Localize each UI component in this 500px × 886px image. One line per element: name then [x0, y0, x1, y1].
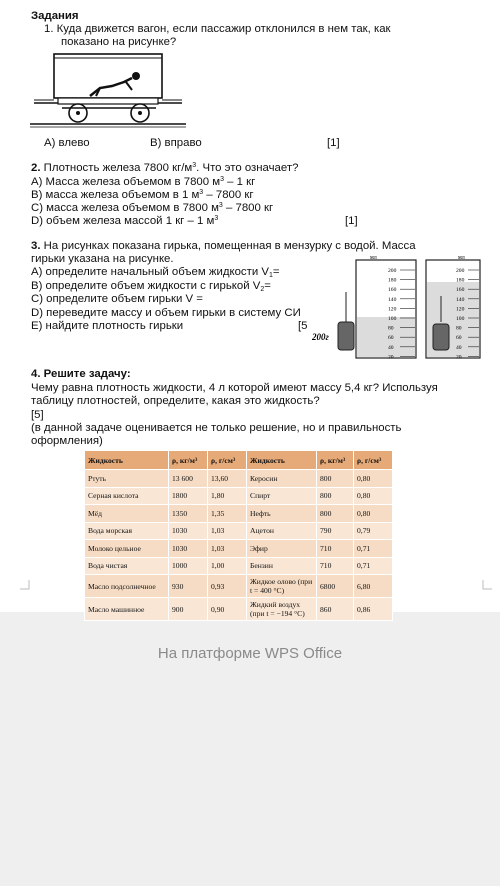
- table-cell: 1030: [169, 522, 208, 540]
- q2-option-c: C) масса железа объемом в 7800 $м^3 - 7800$ кг: [31, 202, 274, 214]
- table-cell: 0,79: [354, 522, 393, 540]
- table-cell: 930: [169, 575, 208, 598]
- table-cell: 6,80: [354, 575, 393, 598]
- table-cell: 0,71: [354, 540, 393, 558]
- q3-option-a: A) определите начальный объем жидкости $V_1=$: [31, 266, 280, 279]
- scale-tick-label: 100: [456, 316, 465, 322]
- q1-line1: 1. Куда движется вагон, если пассажир отклонился в нем так, как: [44, 23, 391, 35]
- q1-points: [1]: [327, 137, 340, 149]
- page-corner-mark: [482, 580, 492, 590]
- table-cell: 6800: [317, 575, 354, 598]
- table-row: [85, 505, 393, 523]
- table-cell: Мёд: [85, 505, 169, 523]
- q4-line2: таблицу плотностей, определите, какая это жидкость?: [31, 395, 320, 407]
- table-cell: 0,93: [208, 575, 247, 598]
- table-cell: 1350: [169, 505, 208, 523]
- table-cell: Спирт: [247, 487, 317, 505]
- table-cell: 0,80: [354, 505, 393, 523]
- table-header: ρ, г/см³: [354, 451, 393, 470]
- table-cell: Молоко цельное: [85, 540, 169, 558]
- q1-line2: показано на рисунке?: [61, 36, 177, 48]
- table-header: Жидкость: [247, 451, 317, 470]
- q3-option-b: B) определите объем жидкости с гирькой $V_2=$: [31, 280, 271, 293]
- table-cell: Ртуть: [85, 470, 169, 488]
- table-cell: Нефть: [247, 505, 317, 523]
- table-cell: 1,35: [208, 505, 247, 523]
- table-cell: 1,03: [208, 540, 247, 558]
- table-header: ρ, кг/м³: [317, 451, 354, 470]
- q4-points: [5]: [31, 409, 44, 421]
- unit-label-left: мл: [370, 255, 377, 261]
- table-cell: 860: [317, 598, 354, 621]
- scale-tick-label: 160: [388, 287, 397, 294]
- table-cell: Масло подсолнечное: [85, 575, 169, 598]
- table-cell: 1000: [169, 557, 208, 575]
- table-cell: Ацетон: [247, 522, 317, 540]
- table-cell: 13,60: [208, 470, 247, 488]
- table-cell: 13 600: [169, 470, 208, 488]
- table-cell: 1800: [169, 487, 208, 505]
- table-cell: 800: [317, 505, 354, 523]
- q3-option-e: E) найдите плотность гирьки: [31, 320, 184, 332]
- table-cell: 710: [317, 540, 354, 558]
- table-header-row: [85, 451, 393, 470]
- scale-tick-label: 40: [456, 344, 462, 351]
- q3-points: [5: [298, 320, 308, 332]
- wps-footer-text: На платформе WPS Office: [157, 645, 343, 662]
- q1-option-b: B) вправо: [150, 137, 202, 149]
- table-cell: 1,80: [208, 487, 247, 505]
- q4-note1: (в данной задаче оценивается не только решение, но и правильность: [31, 422, 402, 434]
- table-cell: 1,00: [208, 557, 247, 575]
- table-cell: 0,80: [354, 487, 393, 505]
- table-cell: Жидкое олово (при t = 400 °C): [247, 575, 317, 598]
- density-table: [84, 450, 393, 621]
- scale-tick-label: 120: [388, 306, 397, 313]
- scale-tick-label: 100: [388, 316, 397, 322]
- q2-points: [1]: [345, 215, 358, 227]
- table-cell: Масло машинное: [85, 598, 169, 621]
- scale-tick-label: 200: [388, 268, 397, 274]
- weight-label: 200г: [312, 332, 329, 342]
- table-cell: 0,71: [354, 557, 393, 575]
- q3-option-d: D) переведите массу и объем гирьки в систему СИ: [31, 307, 301, 319]
- scale-tick-label: 140: [388, 296, 397, 303]
- scale-tick-label: 20: [456, 354, 462, 360]
- scale-tick-label: 180: [456, 277, 465, 284]
- scale-tick-label: 40: [388, 344, 394, 351]
- section-title: Задания: [31, 10, 79, 22]
- table-cell: 800: [317, 487, 354, 505]
- table-cell: 1030: [169, 540, 208, 558]
- scale-tick-label: 140: [456, 296, 465, 303]
- table-cell: 900: [169, 598, 208, 621]
- scale-tick-label: 60: [456, 335, 462, 342]
- table-cell: 1,03: [208, 522, 247, 540]
- q2-option-b: B) масса железа объемом в 1 $м^3 - 7800$ кг: [31, 189, 254, 201]
- table-cell: Керосин: [247, 470, 317, 488]
- table-cell: Жидкий воздух (при t = −194 °C): [247, 598, 317, 621]
- table-row: [85, 487, 393, 505]
- table-row: [85, 470, 393, 488]
- table-cell: 800: [317, 470, 354, 488]
- table-cell: 0,80: [354, 470, 393, 488]
- scale-tick-label: 20: [388, 354, 394, 360]
- q2-option-d: D) объем железа массой 1 кг – 1 $м^3$: [31, 215, 219, 227]
- table-row: [85, 557, 393, 575]
- table-cell: 0,86: [354, 598, 393, 621]
- unit-label-right: мл: [458, 255, 465, 261]
- page-corner-mark: [20, 580, 30, 590]
- q4-line1: Чему равна плотность жидкости, 4 л которой имеют массу 5,4 кг? Используя: [31, 382, 438, 394]
- q2-option-a: A) Масса железа объемом в 7800 $м^3 - 1$ кг: [31, 176, 256, 188]
- scale-tick-label: 120: [456, 306, 465, 313]
- wagon-illustration: [28, 50, 188, 132]
- table-row: [85, 598, 393, 621]
- table-cell: 0,90: [208, 598, 247, 621]
- table-row: [85, 540, 393, 558]
- table-header: ρ, г/см³: [208, 451, 247, 470]
- table-cell: 710: [317, 557, 354, 575]
- q4-note2: оформления): [31, 435, 103, 447]
- table-header: ρ, кг/м³: [169, 451, 208, 470]
- scale-tick-label: 80: [456, 325, 462, 332]
- scale-tick-label: 160: [456, 287, 465, 294]
- scale-tick-label: 180: [388, 277, 397, 284]
- q1-option-a: A) влево: [44, 137, 90, 149]
- table-cell: Вода чистая: [85, 557, 169, 575]
- table-cell: Серная кислота: [85, 487, 169, 505]
- table-cell: Эфир: [247, 540, 317, 558]
- scale-tick-label: 60: [388, 335, 394, 342]
- q3-option-c: C) определите объем гирьки V =: [31, 293, 203, 305]
- table-header: Жидкость: [85, 451, 169, 470]
- table-cell: Бензин: [247, 557, 317, 575]
- beaker-illustration: [308, 252, 482, 360]
- q4-title: 4. Решите задачу:: [31, 368, 131, 380]
- q2-question: 2. Плотность железа 7800 $кг/м^3$. Что это означает?: [31, 162, 299, 174]
- table-cell: 790: [317, 522, 354, 540]
- q3-line2: гирьки указана на рисунке.: [31, 253, 174, 265]
- scale-tick-label: 80: [388, 325, 394, 332]
- table-row: [85, 522, 393, 540]
- table-row: [85, 575, 393, 598]
- table-cell: Вода морская: [85, 522, 169, 540]
- scale-tick-label: 200: [456, 268, 465, 274]
- q3-line1: 3. На рисунках показана гирька, помещенная в мензурку с водой. Масса: [31, 240, 416, 252]
